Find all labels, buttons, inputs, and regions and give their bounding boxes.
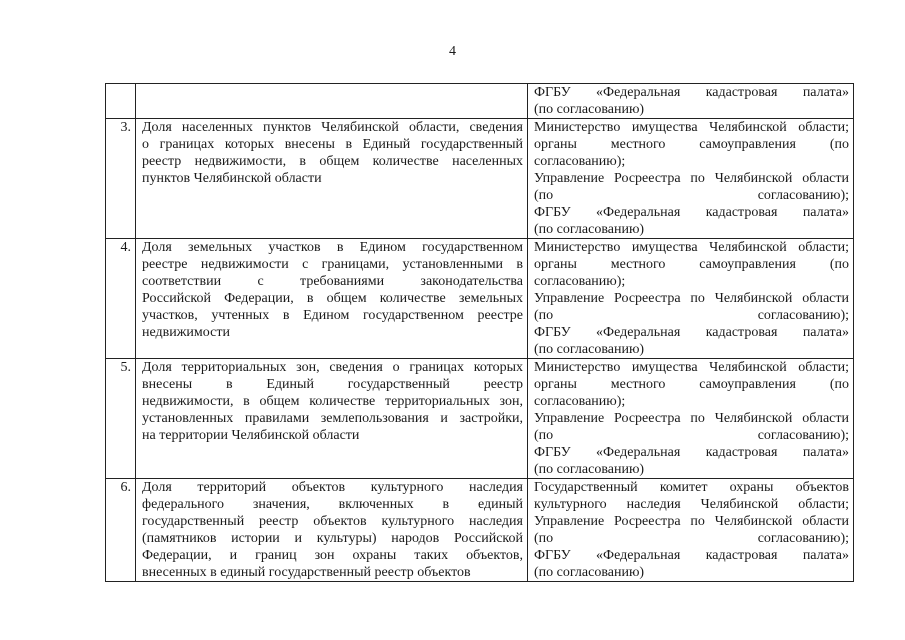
description-line: государственный реестр объектов культурного наследия bbox=[142, 514, 523, 529]
page-number: 4 bbox=[449, 44, 456, 59]
table-row bbox=[106, 359, 854, 479]
responsible-line: (по согласованию); bbox=[534, 531, 849, 546]
responsible-line: (по согласованию) bbox=[534, 462, 645, 477]
description-line: Доля земельных участков в Едином государственном bbox=[142, 240, 523, 255]
responsible-line: (по согласованию) bbox=[534, 342, 645, 357]
responsible-line: органы местного самоуправления (по bbox=[534, 257, 849, 272]
responsible-line: (по согласованию); bbox=[534, 188, 849, 203]
responsible-bodies-cell bbox=[528, 359, 854, 479]
indicator-description-cell bbox=[136, 479, 528, 582]
responsible-line: органы местного самоуправления (по bbox=[534, 377, 849, 392]
responsible-line: Управление Росреестра по Челябинской области bbox=[534, 171, 849, 186]
responsible-line: ФГБУ «Федеральная кадастровая палата» bbox=[534, 548, 849, 563]
responsible-line: ФГБУ «Федеральная кадастровая палата» bbox=[534, 205, 849, 220]
row-number bbox=[106, 84, 136, 119]
description-line: реестр недвижимости, в общем количестве населенных bbox=[142, 154, 523, 169]
responsible-line: ФГБУ «Федеральная кадастровая палата» bbox=[534, 325, 849, 340]
row-number: 5. bbox=[106, 359, 136, 479]
responsible-line: (по согласованию) bbox=[534, 222, 645, 237]
description-line: реестре недвижимости с границами, установленными в bbox=[142, 257, 523, 272]
responsible-line: Управление Росреестра по Челябинской области bbox=[534, 411, 849, 426]
description-line: на территории Челябинской области bbox=[142, 428, 360, 443]
responsible-bodies-cell bbox=[528, 239, 854, 359]
responsible-line: согласованию); bbox=[534, 274, 626, 289]
description-line: федерального значения, включенных в единый bbox=[142, 497, 523, 512]
responsible-line: (по согласованию) bbox=[534, 102, 645, 117]
responsible-line: Управление Росреестра по Челябинской области bbox=[534, 291, 849, 306]
description-line: о границах которых внесены в Единый государственный bbox=[142, 137, 523, 152]
indicator-description-cell bbox=[136, 239, 528, 359]
description-line: участков, учтенных в Едином государственном реестре bbox=[142, 308, 523, 323]
row-number: 3. bbox=[106, 119, 136, 239]
table-row bbox=[106, 119, 854, 239]
description-line: пунктов Челябинской области bbox=[142, 171, 322, 186]
row-number: 6. bbox=[106, 479, 136, 582]
table-row bbox=[106, 84, 854, 119]
indicators-table bbox=[105, 83, 854, 582]
responsible-line: (по согласованию); bbox=[534, 308, 849, 323]
description-line: установленных правилами землепользования и застройки, bbox=[142, 411, 523, 426]
responsible-bodies-cell bbox=[528, 84, 854, 119]
table-row bbox=[106, 479, 854, 582]
responsible-line: ФГБУ «Федеральная кадастровая палата» bbox=[534, 85, 849, 100]
responsible-line: (по согласованию) bbox=[534, 565, 645, 580]
description-line: внесенных в единый государственный реестр объектов bbox=[142, 565, 471, 580]
table-row bbox=[106, 239, 854, 359]
responsible-line: Государственный комитет охраны объектов bbox=[534, 480, 849, 495]
responsible-line: согласованию); bbox=[534, 154, 626, 169]
responsible-line: ФГБУ «Федеральная кадастровая палата» bbox=[534, 445, 849, 460]
responsible-line: культурного наследия Челябинской области; bbox=[534, 497, 849, 512]
description-line: Доля территорий объектов культурного наследия bbox=[142, 480, 523, 495]
description-line: внесены в Единый государственный реестр bbox=[142, 377, 523, 392]
responsible-line: Управление Росреестра по Челябинской области bbox=[534, 514, 849, 529]
indicator-description-cell bbox=[136, 359, 528, 479]
description-line: Российской Федерации, в общем количестве земельных bbox=[142, 291, 523, 306]
responsible-line: органы местного самоуправления (по bbox=[534, 137, 849, 152]
description-line: Доля населенных пунктов Челябинской области, сведения bbox=[142, 120, 523, 135]
table-body bbox=[106, 84, 854, 582]
responsible-line: Министерство имущества Челябинской области; bbox=[534, 360, 849, 375]
responsible-line: согласованию); bbox=[534, 394, 626, 409]
responsible-line: Министерство имущества Челябинской области; bbox=[534, 120, 849, 135]
description-line: Федерации, и границ зон охраны таких объектов, bbox=[142, 548, 523, 563]
indicator-description-cell bbox=[136, 84, 528, 119]
responsible-bodies-cell bbox=[528, 479, 854, 582]
responsible-bodies-cell bbox=[528, 119, 854, 239]
row-number: 4. bbox=[106, 239, 136, 359]
indicator-description-cell bbox=[136, 119, 528, 239]
description-line: (памятников истории и культуры) народов Российской bbox=[142, 531, 523, 546]
description-line: недвижимости bbox=[142, 325, 230, 340]
description-line: соответствии с требованиями законодательства bbox=[142, 274, 523, 289]
description-line: Доля территориальных зон, сведения о границах которых bbox=[142, 360, 523, 375]
description-line: недвижимости, в общем количестве территориальных зон, bbox=[142, 394, 523, 409]
responsible-line: (по согласованию); bbox=[534, 428, 849, 443]
responsible-line: Министерство имущества Челябинской области; bbox=[534, 240, 849, 255]
